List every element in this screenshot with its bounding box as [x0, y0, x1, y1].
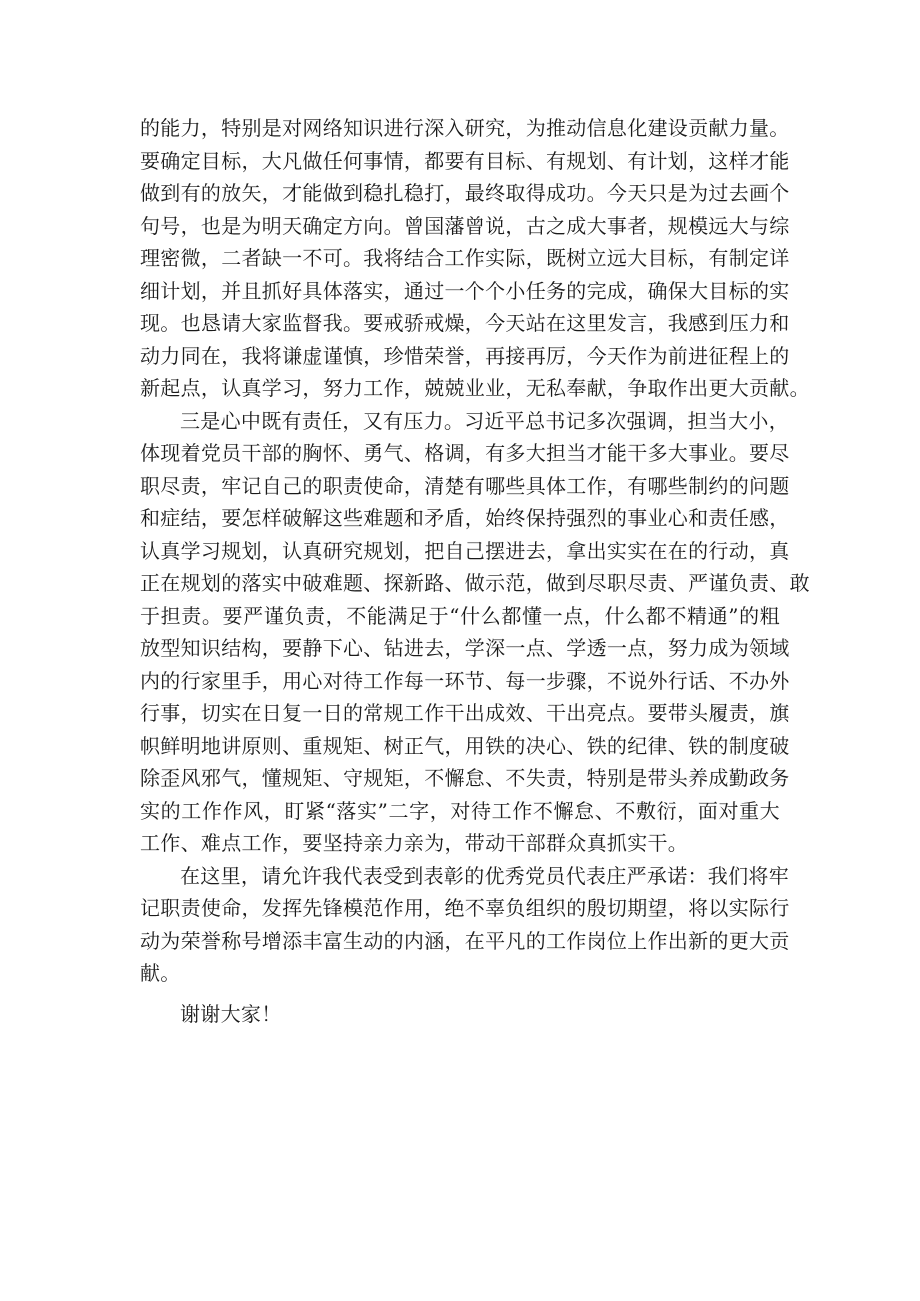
text-line: 动为荣誉称号增添丰富生动的内涵，在平凡的工作岗位上作出新的更大贡 — [140, 928, 790, 953]
text-line: 认真学习规划，认真研究规划，把自己摆进去，拿出实实在在的行动，真 — [140, 538, 790, 563]
text-line: 体现着党员干部的胸怀、勇气、格调，有多大担当才能干多大事业。要尽 — [140, 441, 790, 465]
text-line: 的能力，特别是对网络知识进行深入研究，为推动信息化建设贡献力量。 — [140, 116, 790, 140]
text-line: 正在规划的落实中破难题、探新路、做示范，做到尽职尽责、严谨负责、敢 — [140, 571, 810, 595]
text-line: 实的工作作风，盯紧“落实”二字，对待工作不懈怠、不敷衍，面对重大 — [140, 798, 780, 823]
text-line: 句号，也是为明天确定方向。曾国藩曾说，古之成大事者，规模远大与综 — [140, 213, 790, 238]
text-line: 新起点，认真学习，努力工作，兢兢业业，无私奉献，争取作出更大贡献。 — [140, 376, 810, 400]
text-line: 理密微，二者缺一不可。我将结合工作实际，既树立远大目标，有制定详 — [140, 246, 790, 270]
text-line: 帜鲜明地讲原则、重规矩、树正气，用铁的决心、铁的纪律、铁的制度破 — [140, 733, 790, 758]
text-line: 行事，切实在日复一日的常规工作干出成效、干出亮点。要带头履责，旗 — [140, 701, 790, 725]
text-line: 动力同在，我将谦虚谨慎，珍惜荣誉，再接再厉，今天作为前进征程上的 — [140, 343, 790, 368]
text-line: 三是心中既有责任，又有压力。习近平总书记多次强调，担当大小， — [180, 408, 789, 433]
paragraph-1 — [140, 112, 810, 405]
text-line: 放型知识结构，要静下心、钻进去，学深一点、学透一点，努力成为领域 — [140, 636, 790, 660]
text-line: 现。也恳请大家监督我。要戒骄戒燥，今天站在这里发言，我感到压力和 — [140, 311, 790, 335]
closing-line: 谢谢大家！ — [180, 1001, 282, 1026]
text-line: 职尽责，牢记自己的职责使命，清楚有哪些具体工作，有哪些制约的问题 — [140, 473, 790, 498]
text-line: 在这里，请允许我代表受到表彰的优秀党员代表庄严承诺：我们将牢 — [180, 863, 789, 888]
text-line: 除歪风邪气，懂规矩、守规矩，不懈怠、不失责，特别是带头养成勤政务 — [140, 766, 790, 790]
text-line: 要确定目标，大凡做任何事情，都要有目标、有规划、有计划，这样才能 — [140, 148, 790, 173]
text-line: 和症结，要怎样破解这些难题和矛盾，始终保持强烈的事业心和责任感， — [140, 506, 790, 530]
paragraph-2 — [140, 405, 810, 860]
text-line: 于担责。要严谨负责，不能满足于“什么都懂一点，什么都不精通”的粗 — [140, 603, 780, 628]
document-body — [140, 112, 810, 1030]
paragraph-3 — [140, 860, 790, 990]
text-line: 工作、难点工作，要坚持亲力亲为，带动干部群众真抓实干。 — [140, 831, 689, 855]
text-line: 内的行家里手，用心对待工作每一环节、每一步骤，不说外行话、不办外 — [140, 668, 790, 693]
text-line: 记职责使命，发挥先锋模范作用，绝不辜负组织的殷切期望，将以实际行 — [140, 896, 790, 920]
text-line: 献。 — [140, 961, 181, 985]
text-line: 细计划，并且抓好具体落实，通过一个个小任务的完成，确保大目标的实 — [140, 278, 790, 303]
text-line: 做到有的放矢，才能做到稳扎稳打，最终取得成功。今天只是为过去画个 — [140, 181, 790, 205]
